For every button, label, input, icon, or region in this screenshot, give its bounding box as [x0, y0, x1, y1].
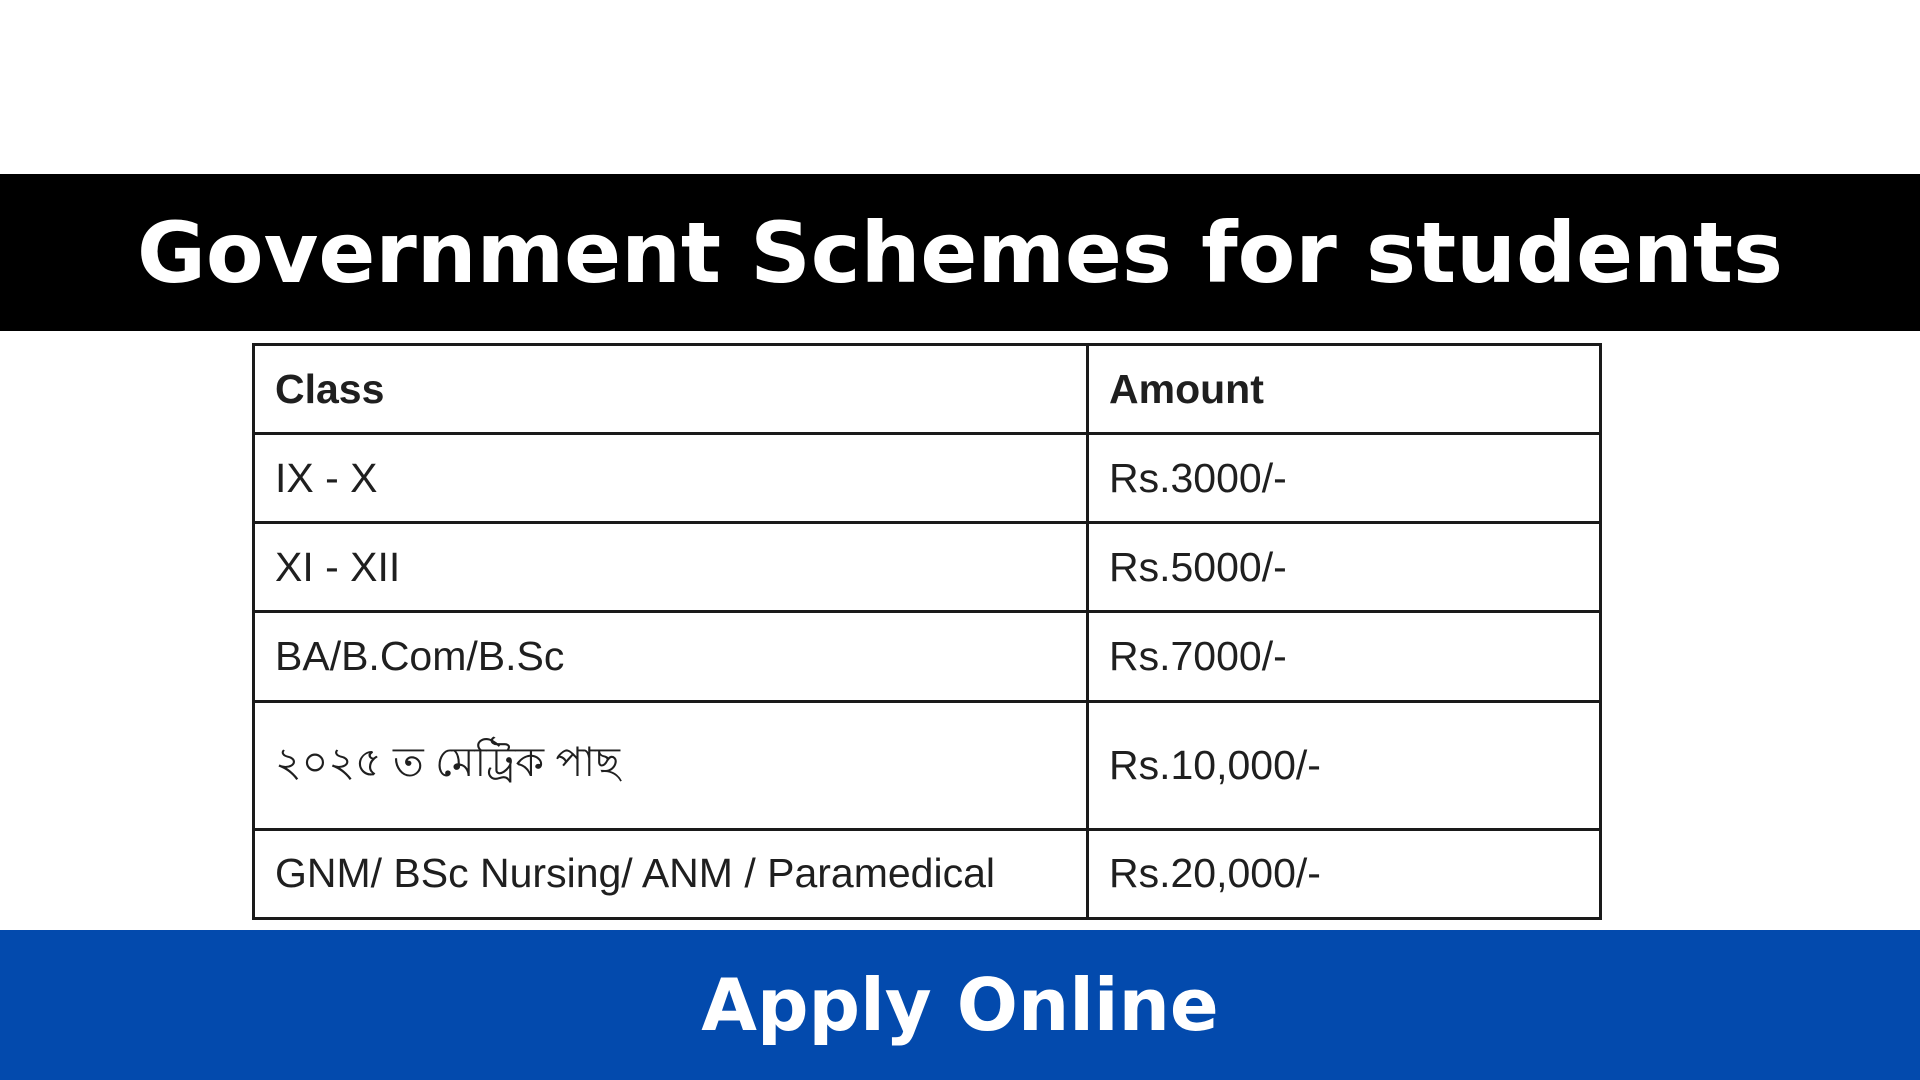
apply-online-label: Apply Online: [701, 963, 1219, 1047]
class-cell: GNM/ BSc Nursing/ ANM / Paramedical: [254, 829, 1088, 918]
amount-cell: Rs.7000/-: [1088, 612, 1601, 701]
table-header-row: [254, 345, 1601, 434]
column-header-class: Class: [254, 345, 1088, 434]
class-cell: IX - X: [254, 434, 1088, 523]
page-title: Government Schemes for students: [136, 203, 1784, 302]
apply-online-banner[interactable]: [0, 930, 1920, 1080]
table-row: [254, 829, 1601, 918]
amount-cell: Rs.5000/-: [1088, 523, 1601, 612]
class-cell: XI - XII: [254, 523, 1088, 612]
amount-cell: Rs.20,000/-: [1088, 829, 1601, 918]
scheme-table: [252, 343, 1602, 920]
amount-cell: Rs.10,000/-: [1088, 701, 1601, 829]
table-row: [254, 434, 1601, 523]
table-row: [254, 523, 1601, 612]
table-row: [254, 612, 1601, 701]
class-cell: BA/B.Com/B.Sc: [254, 612, 1088, 701]
column-header-amount: Amount: [1088, 345, 1601, 434]
title-banner: [0, 174, 1920, 331]
class-cell: ২০২৫ ত মেট্রিক পাছ: [254, 701, 1088, 829]
scheme-table-container: [252, 343, 1599, 920]
table-row: [254, 701, 1601, 829]
amount-cell: Rs.3000/-: [1088, 434, 1601, 523]
